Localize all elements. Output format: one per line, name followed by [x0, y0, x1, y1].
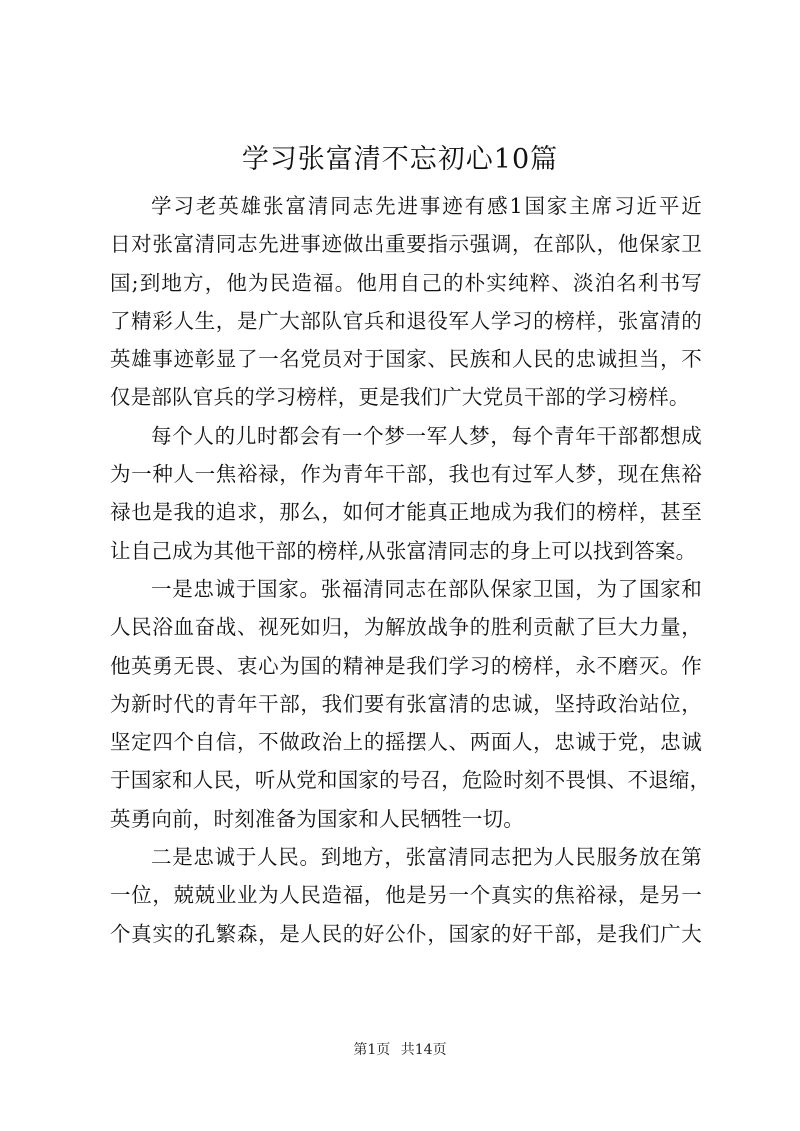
text-line: 仅是部队官兵的学习榜样，更是我们广大党员干部的学习榜样。: [110, 385, 690, 410]
text-line: 让自己成为其他干部的榜样,从张富清同志的身上可以找到答案。: [110, 538, 697, 563]
text-line: 学习老英雄张富清同志先进事迹有感1国家主席习近平近: [151, 194, 702, 218]
text-line: 英雄事迹彰显了一名党员对于国家、民族和人民的忠诚担当，不: [110, 347, 702, 372]
text-line: 人民浴血奋战、视死如归，为解放战争的胜利贡献了巨大力量，: [110, 615, 702, 640]
page-total: 共14页: [400, 1042, 447, 1058]
text-line: 禄也是我的追求，那么，如何才能真正地成为我们的榜样，甚至: [110, 500, 702, 525]
page-number: 第1页: [353, 1042, 391, 1058]
text-line: 一是忠诚于国家。张福清同志在部队保家卫国，为了国家和: [151, 576, 702, 601]
document-title: 学习张富清不忘初心10篇: [241, 144, 559, 175]
text-line: 英勇向前，时刻准备为国家和人民牺牲一切。: [110, 806, 524, 831]
page-footer: [0, 1040, 800, 1060]
text-line: 二是忠诚于人民。到地方，张富清同志把为人民服务放在第: [151, 845, 702, 870]
document-body: [110, 187, 711, 953]
text-line: 于国家和人民，听从党和国家的号召，危险时刻不畏惧、不退缩，: [110, 768, 711, 793]
text-line: 坚定四个自信，不做政治上的摇摆人、两面人，忠诚于党，忠诚: [110, 730, 702, 755]
text-line: 了精彩人生，是广大部队官兵和退役军人学习的榜样，张富清的: [110, 308, 702, 333]
text-line: 国;到地方，他为民造福。他用自己的朴实纯粹、淡泊名利书写: [110, 270, 702, 295]
text-line: 每个人的儿时都会有一个梦一军人梦，每个青年干部都想成: [151, 423, 702, 448]
text-line: 为新时代的青年干部，我们要有张富清的忠诚，坚持政治站位，: [110, 691, 702, 716]
text-line: 个真实的孔繁森，是人民的好公仆，国家的好干部，是我们广大: [110, 921, 702, 946]
text-line: 一位，兢兢业业为人民造福，他是另一个真实的焦裕禄，是另一: [110, 883, 702, 908]
text-line: 日对张富清同志先进事迹做出重要指示强调，在部队，他保家卫: [110, 232, 702, 257]
text-line: 他英勇无畏、衷心为国的精神是我们学习的榜样，永不磨灭。作: [110, 653, 702, 678]
text-line: 为一种人一焦裕禄，作为青年干部，我也有过军人梦，现在焦裕: [110, 462, 702, 487]
